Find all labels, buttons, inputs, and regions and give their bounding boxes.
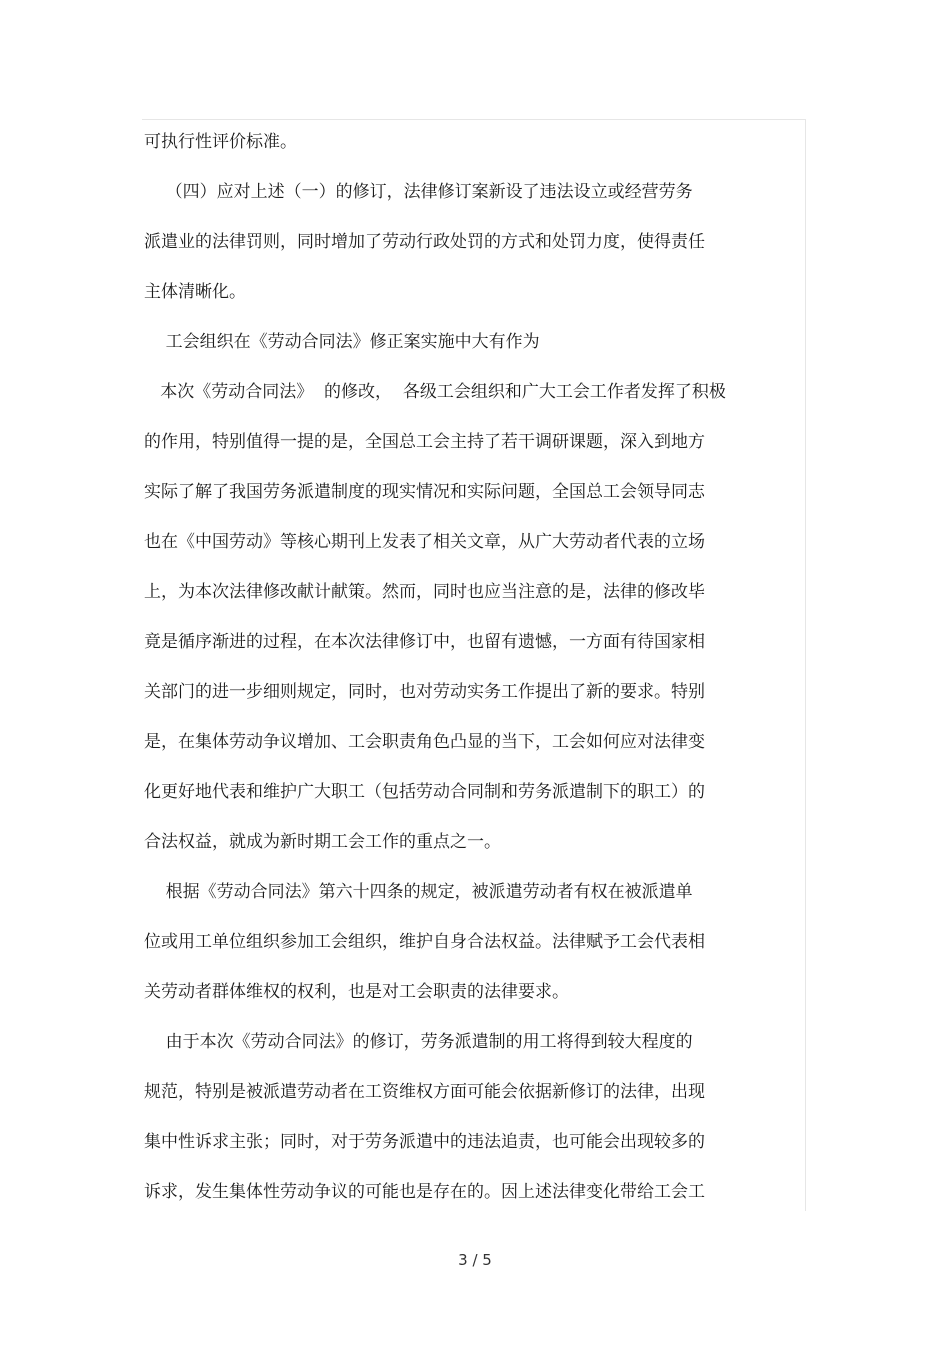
text-line: 由于本次《劳动合同法》的修订，劳务派遣制的用工将得到较大程度的	[144, 1032, 693, 1052]
text-line: 规范，特别是被派遣劳动者在工资维权方面可能会依据新修订的法律，出现	[144, 1082, 705, 1102]
text-line: 上，为本次法律修改献计献策。然而，同时也应当注意的是，法律的修改毕	[144, 582, 705, 602]
text-line: 合法权益，就成为新时期工会工作的重点之一。	[144, 832, 501, 852]
text-line: 是，在集体劳动争议增加、工会职责角色凸显的当下，工会如何应对法律变	[144, 732, 705, 752]
section-heading: 工会组织在《劳动合同法》修正案实施中大有作为	[144, 332, 540, 352]
text-line: 关劳动者群体维权的权利，也是对工会职责的法律要求。	[144, 982, 569, 1002]
text-line: 本次《劳动合同法》 的修改， 各级工会组织和广大工会工作者发挥了积极	[144, 382, 726, 402]
page-number: 3 / 5	[458, 1251, 492, 1269]
text-line: 竟是循序渐进的过程，在本次法律修订中，也留有遗憾，一方面有待国家相	[144, 632, 705, 652]
text-line: 派遣业的法律罚则，同时增加了劳动行政处罚的方式和处罚力度，使得责任	[144, 232, 705, 252]
text-line: 根据《劳动合同法》第六十四条的规定，被派遣劳动者有权在被派遣单	[144, 882, 693, 902]
text-line: 实际了解了我国劳务派遣制度的现实情况和实际问题，全国总工会领导同志	[144, 482, 705, 502]
text-line: 可执行性评价标准。	[144, 132, 297, 152]
text-line: 关部门的进一步细则规定，同时，也对劳动实务工作提出了新的要求。特别	[144, 682, 705, 702]
text-line: 集中性诉求主张；同时，对于劳务派遣中的违法追责，也可能会出现较多的	[144, 1132, 705, 1152]
text-line: （四）应对上述（一）的修订，法律修订案新设了违法设立或经营劳务	[144, 182, 693, 202]
text-line: 位或用工单位组织参加工会组织，维护自身合法权益。法律赋予工会代表相	[144, 932, 705, 952]
text-line: 诉求，发生集体性劳动争议的可能也是存在的。因上述法律变化带给工会工	[144, 1182, 705, 1202]
text-line: 化更好地代表和维护广大职工（包括劳动合同制和劳务派遣制下的职工）的	[144, 782, 705, 802]
text-line: 的作用，特别值得一提的是，全国总工会主持了若干调研课题，深入到地方	[144, 432, 705, 452]
text-line: 主体清晰化。	[144, 282, 246, 302]
text-line: 也在《中国劳动》等核心期刊上发表了相关文章，从广大劳动者代表的立场	[144, 532, 705, 552]
